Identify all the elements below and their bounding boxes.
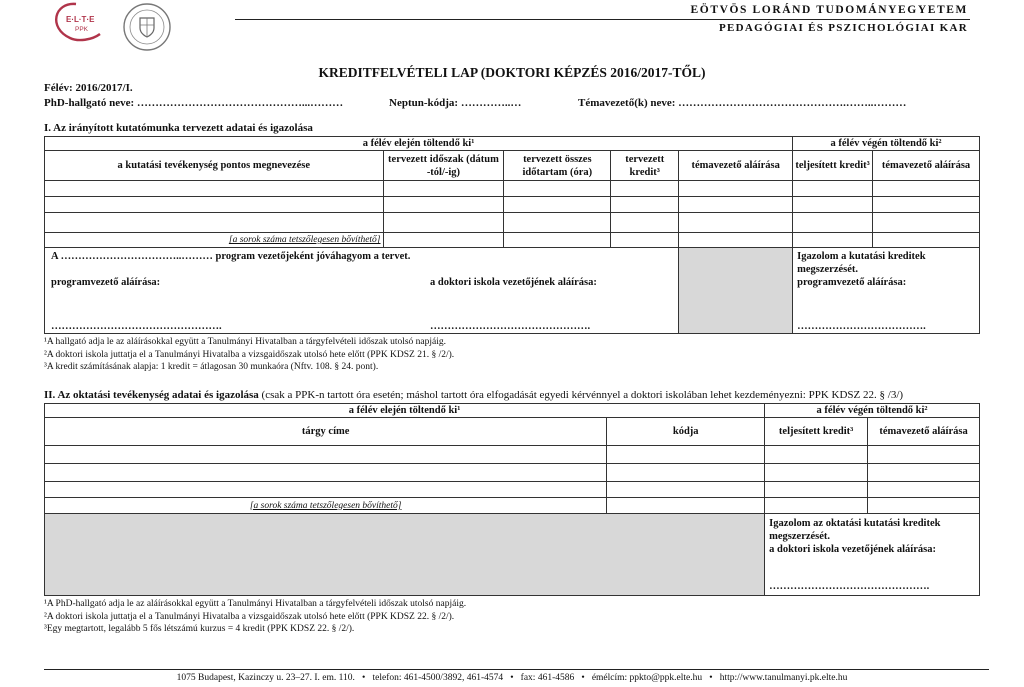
footer-contact: 1075 Budapest, Kazinczy u. 23–27. I. em. 110. • telefon: 461-4500/3892, 461-4574 • fax: 461-4586 • émélcím: ppkto@ppk.elte.hu • http://www.tanulmanyi.pk.elte.hu (176, 673, 848, 683)
start-header: a félév elején töltendő ki¹ (45, 404, 765, 418)
header-rule (235, 19, 970, 20)
research-table (44, 136, 980, 334)
rows-note: [a sorok száma tetszőlegesen bővíthető] (249, 500, 402, 511)
section2-notes (44, 598, 466, 636)
prog-sign2-line: ………………………………. (797, 321, 926, 332)
teaching-table (44, 403, 980, 596)
col-total: tervezett összes időtartam (óra) (504, 151, 611, 181)
col-period: tervezett időszak (dátum -tól/-ig) (383, 151, 504, 181)
footnote: ¹A hallgató adja le az aláírásokkal együtt a Tanulmányi Hivatalban a tárgyfelvételi időszak utolsó napjáig. (44, 337, 447, 347)
col-activity: a kutatási tevékenység pontos megnevezése (45, 151, 384, 181)
col-code: kódja (607, 418, 765, 446)
section2-title: II. Az oktatási tevékenység adatai és igazolása (csak a PPK-n tartott óra esetén; máshol tartott óra elfogadását egyedi kérvénnyel a doktori iskolában lehet kezdeményezni: PPK KDSZ 22. § /3/) (44, 389, 904, 401)
col-supervisor-sign: témavezető aláírása (679, 151, 793, 181)
section1-notes (44, 336, 454, 374)
prog-sign-line: …………………………………………. (51, 321, 222, 332)
footer-rule (44, 669, 989, 670)
gray-cell (679, 248, 793, 334)
faculty-name: PEDAGÓGIAI ÉS PSZICHOLÓGIAI KAR (718, 22, 968, 34)
col-subject: tárgy címe (45, 418, 607, 446)
end-header: a félév végén töltendő ki² (765, 404, 980, 418)
table-row[interactable] (45, 197, 980, 213)
supervisor-name-field: Témavezető(k) neve: ……………………………………….……..……… (578, 97, 907, 109)
certify-text: Igazolom a kutatási kreditek megszerzését. (797, 251, 926, 275)
col-done-credit: teljesített kredit³ (765, 418, 868, 446)
table-row[interactable] (45, 233, 980, 248)
col-credit: tervezett kredit³ (611, 151, 679, 181)
university-seal-logo (122, 2, 172, 52)
section1-title: I. Az irányított kutatómunka tervezett adatai és igazolása (44, 122, 313, 134)
footnote: ²A doktori iskola juttatja el a Tanulmányi Hivatalba a vizsgaidőszak utolsó hete előtt (PPK KDSZ 21. § /2/). (44, 349, 455, 360)
footnote: ³A kredit számításának alapja: 1 kredit = átlagosan 30 munkaóra (Nftv. 108. § 24. pont). (44, 362, 379, 372)
semester-label: Félév: 2016/2017/I. (44, 82, 133, 94)
certify-cell (793, 248, 980, 334)
university-name: EÖTVÖS LORÁND TUDOMÁNYEGYETEM (690, 4, 968, 16)
table-row[interactable] (45, 181, 980, 197)
col-supervisor-sign: témavezető aláírása (868, 418, 980, 446)
certify-text: Igazolom az oktatási kutatási kreditek megszerzését. (769, 518, 941, 542)
school-sign-label: a doktori iskola vezetőjének aláírása: (430, 277, 597, 288)
approval-text: A ……………………………..……… program vezetőjeként jóváhagyom a tervet. (51, 251, 411, 262)
school-sign-line: ………………………………………. (769, 581, 930, 592)
school-sign-line: ………………………………………. (430, 321, 591, 332)
end-header: a félév végén töltendő ki² (793, 137, 980, 151)
school-sign-label: a doktori iskola vezetőjének aláírása: (769, 544, 936, 555)
neptun-code-field: Neptun-kódja: …………..… (389, 97, 522, 109)
table-row[interactable] (45, 213, 980, 233)
elte-ppk-logo (48, 0, 108, 44)
gray-cell (45, 514, 765, 596)
table-row[interactable] (45, 446, 980, 464)
footnote: ¹A PhD-hallgató adja le az aláírásokkal együtt a Tanulmányi Hivatalban a tárgyfelvételi időszak utolsó napjáig. (44, 599, 467, 609)
col-done-credit: teljesített kredit³ (793, 151, 873, 181)
rows-note: [a sorok száma tetszőlegesen bővíthető] (228, 235, 381, 245)
svg-text:PPK: PPK (75, 26, 89, 33)
col-supervisor-sign2: témavezető aláírása (873, 151, 980, 181)
table-row[interactable] (45, 482, 980, 498)
certify-cell (765, 514, 980, 596)
table-row[interactable] (45, 464, 980, 482)
footnote: ²A doktori iskola juttatja el a Tanulmányi Hivatalba a vizsgaidőszak utolsó hete előtt (PPK KDSZ 22. § /2/). (44, 611, 455, 622)
svg-text:E·L·T·E: E·L·T·E (66, 15, 95, 24)
footnote: ³Egy megtartott, legalább 5 fős létszámú kurzus = 4 kredit (PPK KDSZ 22. § /2/). (44, 624, 355, 634)
table-row[interactable] (45, 498, 980, 514)
prog-sign2-label: programvezető aláírása: (797, 277, 907, 288)
student-name-field: PhD-hallgató neve: ………………………………………...……… (44, 97, 344, 109)
prog-sign-label: programvezető aláírása: (51, 277, 161, 288)
form-title: KREDITFELVÉTELI LAP (DOKTORI KÉPZÉS 2016/2017-TŐL) (318, 65, 706, 80)
start-header: a félév elején töltendő ki¹ (45, 137, 793, 151)
approval-cell (45, 248, 679, 334)
